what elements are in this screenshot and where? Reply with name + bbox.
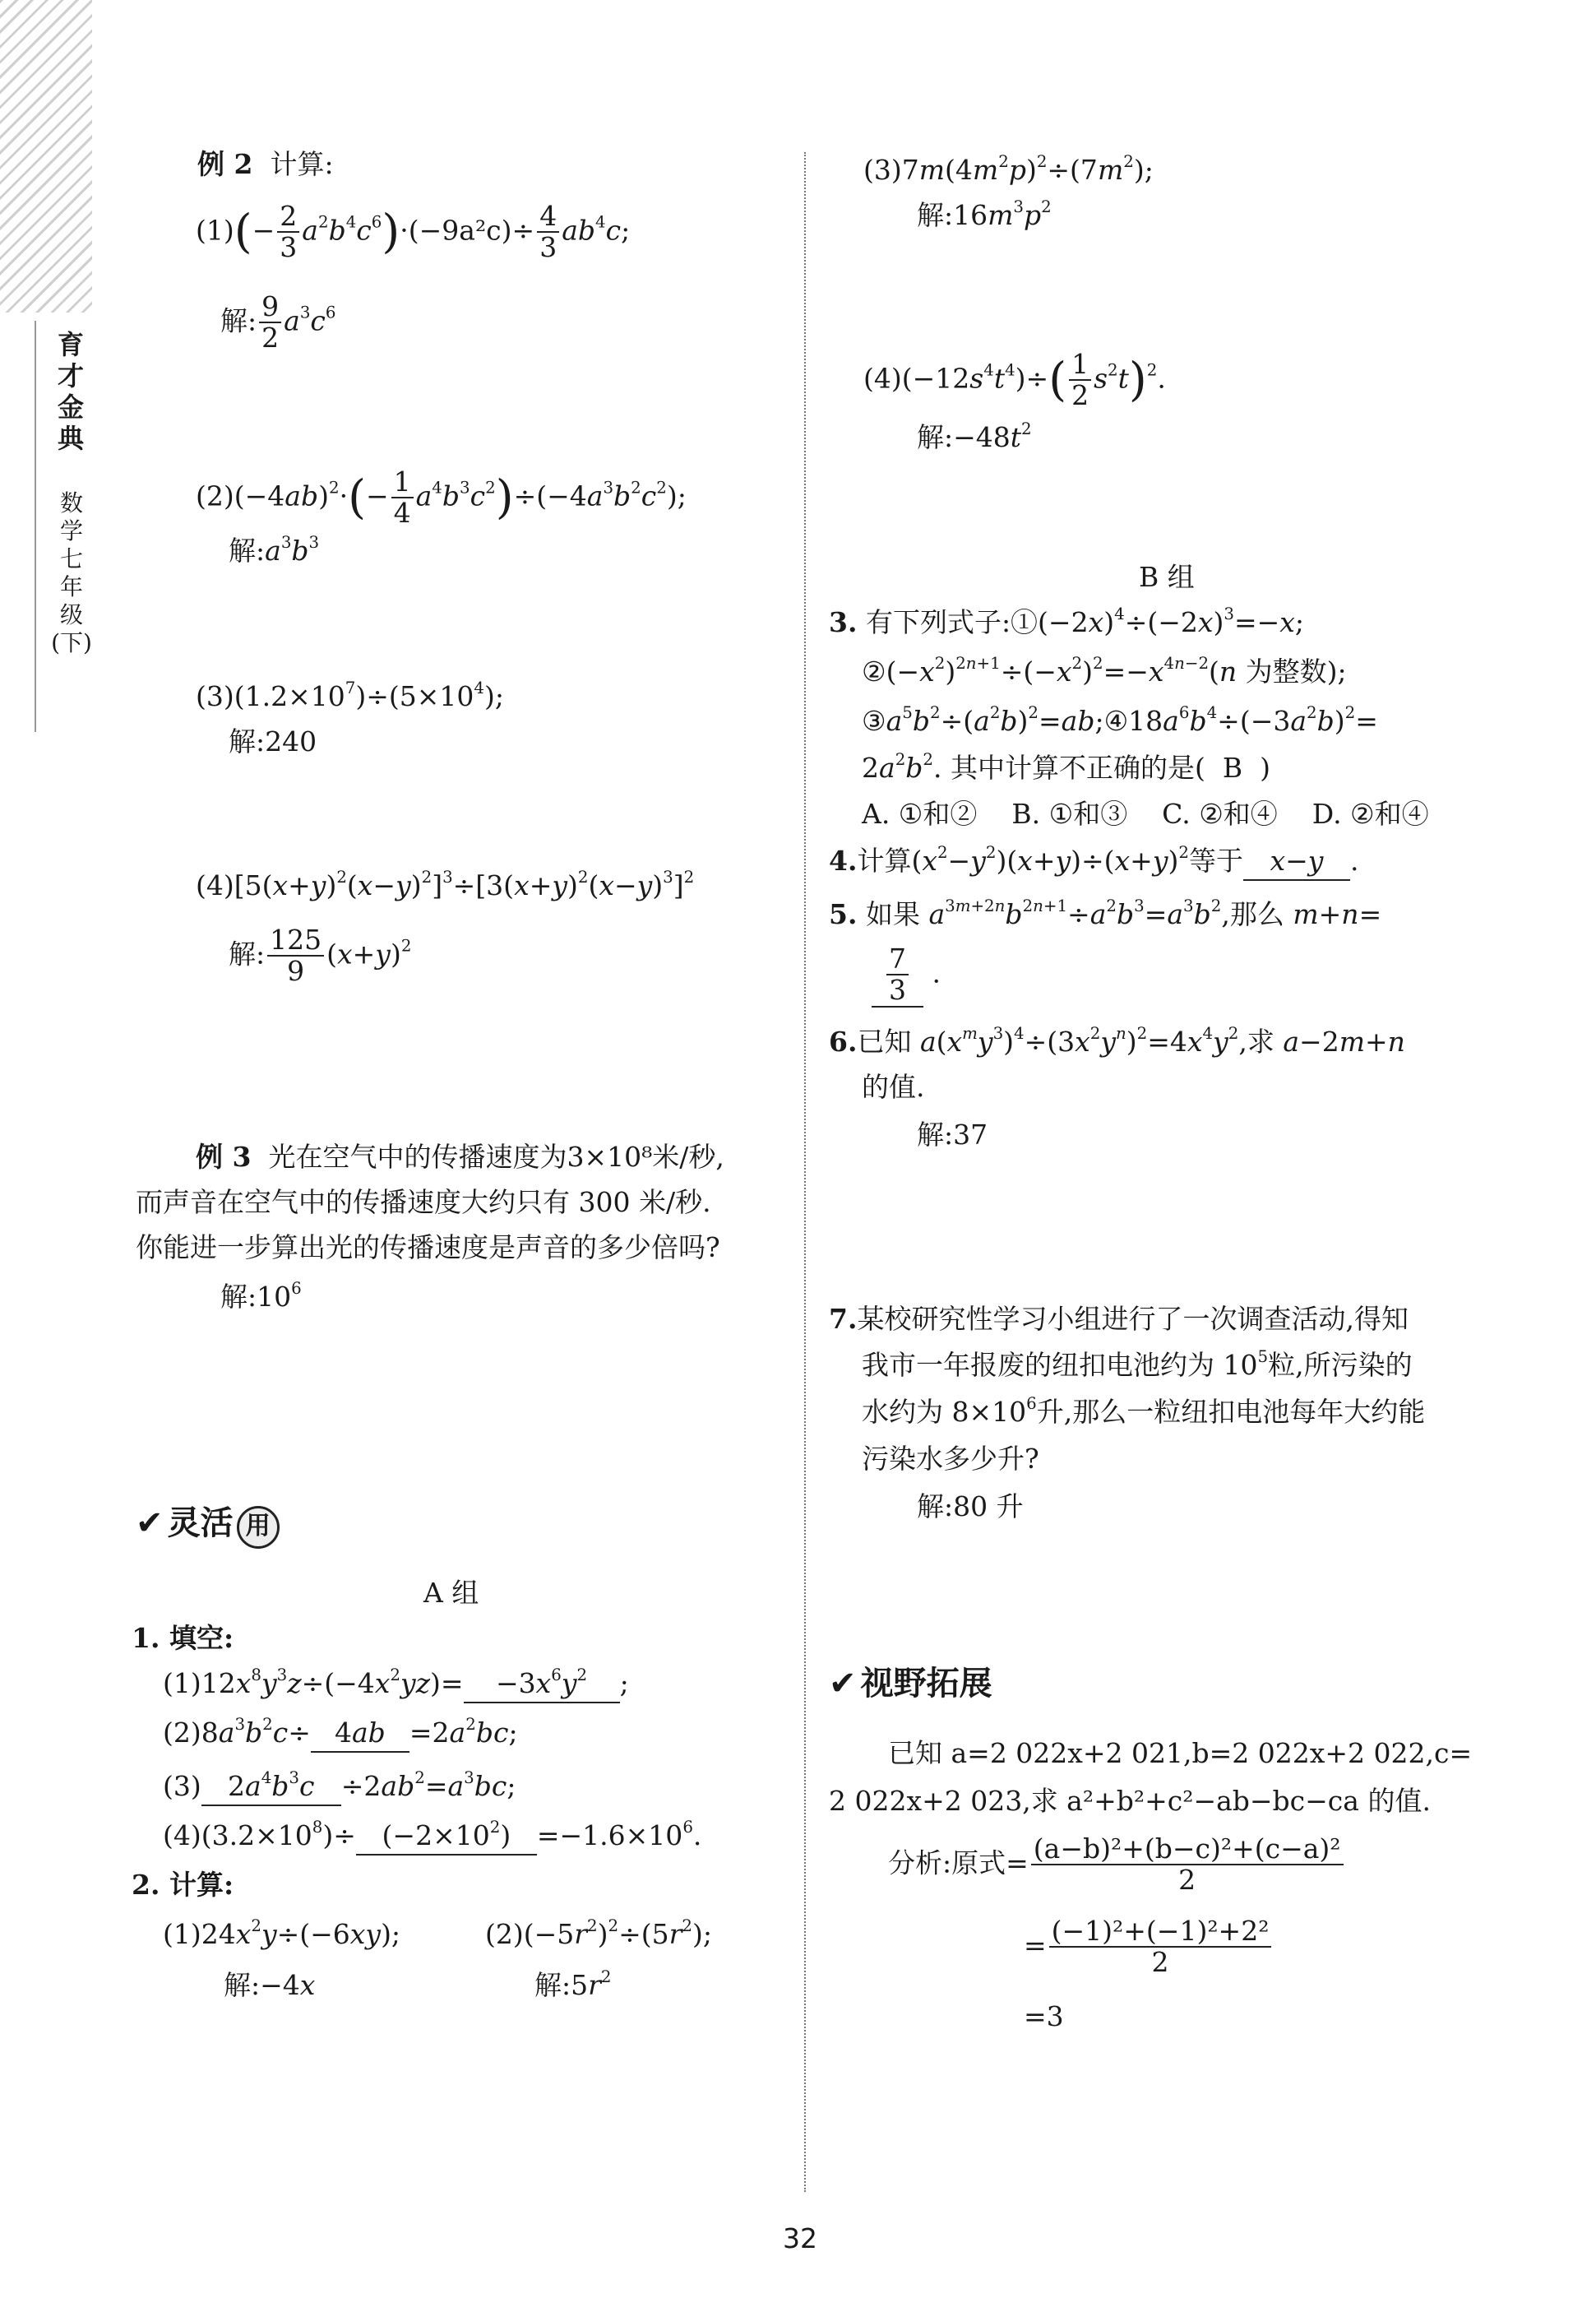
b-q6: 6.已知 $a(x^my^3)^4\div(3x^2y^n)^2=4x^4y^2$,求 a−2m+n	[829, 1024, 1405, 1058]
ex2-q2-answer: 解$:a^3b^3$	[229, 533, 320, 567]
b-q5: 5. 如果 $a^{3m+2n}b^{2n+1}\div a^2b^3=a^3b^2$,那么 m+n=	[829, 896, 1382, 930]
brand-name: 育才金典	[57, 329, 86, 454]
figure-icon: ✔	[136, 1504, 164, 1542]
q1-label: 1. 填空:	[132, 1622, 234, 1654]
group-b-title: B 组	[1139, 561, 1195, 593]
b-q7-line-2: 我市一年报废的纽扣电池约为 $10^5$粒,所污染的	[862, 1347, 1413, 1381]
ex2-q1: (1)(− $\frac{2}{3}$ $a^2b^4c^6)\cdot(-9a^2c)\div$ $\frac{4}{3}$ $ab^4c$;	[196, 200, 631, 264]
figure-icon: ✔	[829, 1665, 857, 1703]
subject-label: 数学 七年级(下)	[51, 489, 92, 656]
fill-3: (3) $2a^4b^3c \div 2ab^2=a^3bc$;	[163, 1768, 516, 1806]
b-q6-answer: 解:37	[917, 1119, 988, 1151]
b-q7-answer: 解:80 升	[917, 1490, 1024, 1522]
corner-stripe-decoration	[0, 0, 92, 313]
ex2-q3-answer: 解:240	[229, 725, 317, 758]
choice-c[interactable]: C. ②和④	[1162, 798, 1278, 830]
b-q6-tail: 的值.	[862, 1071, 925, 1103]
analysis-step-2: = $\frac{\text{(−1)²+(−1)²+2²}}{2}$	[1024, 1916, 1274, 1978]
b-q7-line-3: 水约为 $8\times 10^6$升,那么一粒纽扣电池每年大约能	[862, 1394, 1426, 1428]
b-q3-line-2: $②(-x^2)^{2n+1}\div(-x^2)^2=-x^{4n-2}(n$ 为整数);	[862, 654, 1347, 688]
analysis-result: =3	[1024, 2000, 1064, 2032]
b-q4: 4.计算$(x^2-y^2)(x+y)\div(x+y)^2$等于 x−y .	[829, 843, 1358, 881]
analysis-step-1: 分析:原式= $\frac{\text{(a−b)²+(b−c)²+(c−a)²}}{2}$	[888, 1834, 1346, 1896]
ex2-q4-answer: 解: $\frac{125}{9}$ $(x+y)^2$	[229, 924, 412, 988]
calc-2: $(2)(-5r^2)^2\div(5r^2)$;	[485, 1916, 713, 1950]
b-q3-line-4: $2a^2b^2$. 其中计算不正确的是( B )	[862, 750, 1270, 784]
fill-1: $(1)12x^8y^3z\div(-4x^2yz)= -3x^6y^2$ ;	[163, 1666, 629, 1703]
example-3-line-2: 而声音在空气中的传播速度大约只有 300 米/秒.	[136, 1186, 711, 1218]
calc-1: $(1)24x^2y\div(-6xy)$;	[163, 1916, 401, 1950]
fill-4: $(4)(3.2\times 10^8)\div (-2\times 10^2) =-1.6\times 10^6$.	[163, 1818, 701, 1856]
page-number: 32	[783, 2222, 817, 2254]
choice-b[interactable]: B. ①和③	[1011, 798, 1128, 830]
q2-label: 2. 计算:	[132, 1869, 234, 1901]
choice-a[interactable]: A. ①和②	[862, 798, 978, 830]
ex2-q2: $(2)(-4ab)^2\cdot(-$ $\frac{1}{4}$ $a^4b^3c^2)\div(-4a^3b^2c^2)$;	[196, 466, 687, 530]
b-q5-answer: $\frac{7}{3}$ .	[872, 944, 941, 1008]
example-3-line-3: 你能进一步算出光的传播速度是声音的多少倍吗?	[136, 1231, 720, 1263]
sidebar-divider	[35, 321, 36, 732]
b-q7-line-1: 7.某校研究性学习小组进行了一次调查活动,得知	[829, 1303, 1409, 1335]
ex2-q4: $(4)[5(x+y)^2(x-y)^2]^3\div[3(x+y)^2(x-y)^3]^2$	[196, 868, 695, 901]
group-a-title: A 组	[423, 1577, 479, 1609]
choice-d[interactable]: D. ②和④	[1311, 798, 1429, 830]
column-divider	[804, 152, 806, 2192]
ext-line-2: 2 022x+2 023,求 a²+b²+c²−ab−bc−ca 的值.	[829, 1785, 1431, 1817]
b-q7-line-4: 污染水多少升?	[862, 1443, 1039, 1475]
example-2-title: 例 2 计算:	[197, 148, 334, 180]
ext-line-1: 已知 a=2 022x+2 021,b=2 022x+2 022,c=	[888, 1737, 1473, 1769]
section-flexible-use: ✔ 灵活 用	[136, 1497, 280, 1549]
ex2-q3: $(3)(1.2\times 10^7)\div(5\times 10^4)$;	[196, 679, 504, 712]
b-q3-line-1: 3. 有下列式子$:①(-2x)^4\div(-2x)^3=-x$;	[829, 605, 1305, 638]
calc-3-answer: 解$:16m^3p^2$	[917, 197, 1052, 231]
calc-3: $(3)7m(4m^2p)^2\div(7m^2)$;	[863, 152, 1154, 186]
example-3-answer: 解$:10^6$	[220, 1279, 302, 1313]
b-q3-choices	[862, 796, 1429, 832]
section-horizon: ✔ 视野拓展	[829, 1664, 992, 1703]
calc-4-answer: 解$:-48t^2$	[917, 419, 1032, 453]
calc-1-answer: 解:−4x	[224, 1969, 316, 2001]
calc-2-answer: 解$:5r^2$	[534, 1967, 612, 2001]
example-3-line-1: 例 3 光在空气中的传播速度为3×10⁸米/秒,	[196, 1141, 724, 1173]
b-q3-line-3: $③a^5b^2\div(a^2b)^2=ab;④18a^6b^4\div(-3a^2b)^2=$	[862, 703, 1378, 737]
fill-2: $(2)8a^3b^2c\div 4ab =2a^2bc$;	[163, 1715, 518, 1753]
ex2-q1-answer: 解: $\frac{9}{2}$ $a^3c^6$	[220, 290, 336, 354]
calc-4: $(4)(-12s^4t^4)\div$( $\frac{1}{2}$ $s^2t)^2$.	[863, 348, 1166, 412]
